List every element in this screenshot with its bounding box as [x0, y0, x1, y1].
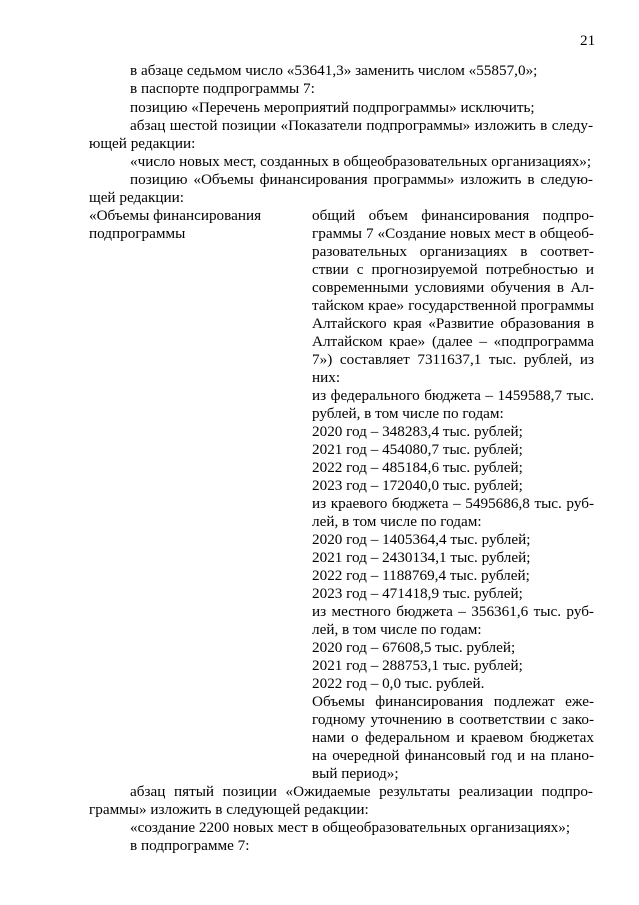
content-line: 2022 год – 1188769,4 тыс. рублей;: [312, 567, 530, 584]
text-line: позицию «Объемы финансирования программы» изложить в следую-: [130, 171, 593, 188]
content-line: вый период»;: [312, 765, 399, 782]
content-line: годному уточнению в соответствии с зако-: [312, 711, 594, 728]
text-line: в абзаце седьмом число «53641,3» заменить числом «55857,0»;: [130, 62, 538, 79]
content-line: граммы 7 «Создание новых мест в общеоб-: [312, 225, 594, 242]
content-line: рублей, в том числе по годам:: [312, 405, 504, 422]
content-line: ствии с прогнозируемой потребностью и: [312, 261, 594, 278]
text-line: в подпрограмме 7:: [130, 837, 250, 854]
content-line: 2023 год – 172040,0 тыс. рублей;: [312, 477, 523, 494]
content-line: на очередной финансовый год и на плано-: [312, 747, 594, 764]
text-line: граммы» изложить в следующей редакции:: [89, 801, 369, 818]
content-line: нами о федеральном и краевом бюджетах: [312, 729, 594, 746]
content-line: разовательных организациях в соответ-: [312, 243, 594, 260]
content-line: 2021 год – 454080,7 тыс. рублей;: [312, 441, 523, 458]
text-line: в паспорте подпрограммы 7:: [130, 80, 315, 97]
content-line: современными условиями обучения в Ал-: [312, 279, 594, 296]
content-line: 2020 год – 348283,4 тыс. рублей;: [312, 423, 523, 440]
text-line: абзац шестой позиции «Показатели подпрограммы» изложить в следу-: [130, 117, 593, 134]
content-line: 2022 год – 485184,6 тыс. рублей;: [312, 459, 523, 476]
text-line: ющей редакции:: [89, 135, 196, 152]
content-line: них:: [312, 369, 341, 386]
content-line: 2021 год – 288753,1 тыс. рублей;: [312, 657, 523, 674]
text-line: щей редакции:: [89, 189, 184, 206]
page-number: 21: [580, 32, 596, 49]
content-line: 2021 год – 2430134,1 тыс. рублей;: [312, 549, 531, 566]
content-line: лей, в том числе по годам:: [312, 621, 482, 638]
content-line: Алтайском крае» (далее – «подпрограмма: [312, 333, 594, 350]
content-line: 2022 год – 0,0 тыс. рублей.: [312, 675, 485, 692]
content-line: 7») составляет 7311637,1 тыс. рублей, из: [312, 351, 594, 368]
content-line: из федерального бюджета – 1459588,7 тыс.: [312, 387, 594, 404]
text-line: «число новых мест, созданных в общеобразовательных организациях»;: [130, 153, 592, 170]
content-line: 2023 год – 471418,9 тыс. рублей;: [312, 585, 523, 602]
content-line: лей, в том числе по годам:: [312, 513, 482, 530]
content-line: тайском крае» государственной программы: [312, 297, 594, 314]
content-line: общий объем финансирования подпро-: [312, 207, 594, 224]
content-line: Алтайского края «Развитие образования в: [312, 315, 594, 332]
text-line: абзац пятый позиции «Ожидаемые результаты реализации подпро-: [130, 783, 593, 800]
content-line: Объемы финансирования подлежат еже-: [312, 693, 594, 710]
content-line: 2020 год – 1405364,4 тыс. рублей;: [312, 531, 531, 548]
content-line: из местного бюджета – 356361,6 тыс. руб-: [312, 603, 594, 620]
label-line: «Объемы финансирования: [89, 207, 262, 224]
text-line: «создание 2200 новых мест в общеобразовательных организациях»;: [130, 819, 571, 836]
text-line: позицию «Перечень мероприятий подпрограммы» исключить;: [130, 99, 535, 116]
content-line: 2020 год – 67608,5 тыс. рублей;: [312, 639, 516, 656]
label-line: подпрограммы: [89, 225, 186, 242]
content-line: из краевого бюджета – 5495686,8 тыс. руб-: [312, 495, 594, 512]
